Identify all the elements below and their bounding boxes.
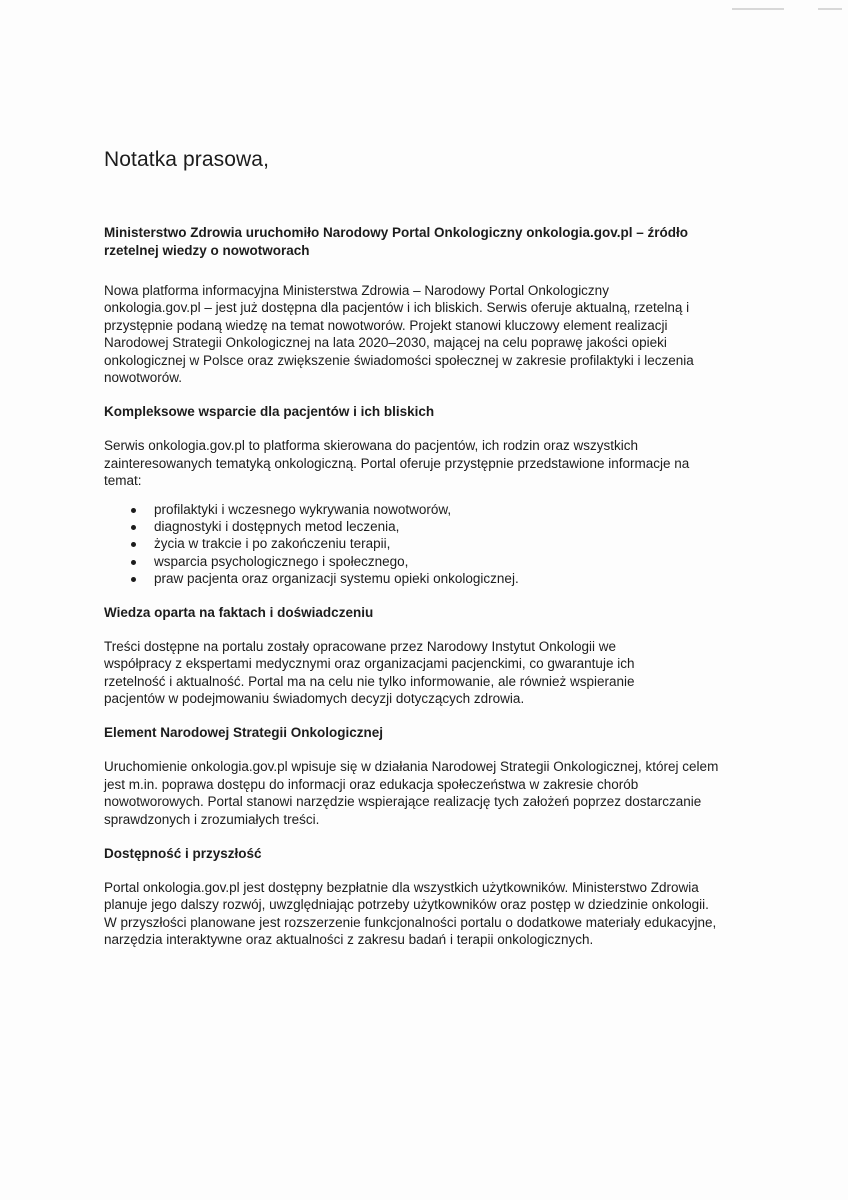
press-release-content xyxy=(104,146,744,966)
section-body-knowledge: Treści dostępne na portalu zostały opracowane przez Narodowy Instytut Onkologii we współpracy z ekspertami medycznymi oraz organizacjami pacjenckimi, co gwarantuje ich rzetelność i aktualność. Portal ma na celu nie tylko informowanie, ale również wspieranie pacjentów w podejmowaniu świadomych decyzji dotyczących zdrowia. xyxy=(104,638,635,706)
section-body-support: Serwis onkologia.gov.pl to platforma skierowana do pacjentów, ich rodzin oraz wszystkich zainteresowanych tematyką onkologiczną. Portal oferuje przystępnie przedstawione informacje na temat: xyxy=(104,438,690,489)
section-heading-strategy: Element Narodowej Strategii Onkologicznej xyxy=(104,725,384,741)
section-body-availability: Portal onkologia.gov.pl jest dostępny bezpłatnie dla wszystkich użytkowników. Ministerstwo Zdrowia planuje jego dalszy rozwój, uwzględniając potrzeby użytkowników oraz postęp w dziedzinie onkologii. W przyszłości planowane jest rozszerzenie funkcjonalności portalu o dodatkowe materiały edukacyjne, narzędzia interaktywne oraz aktualności z zakresu badań i terapii onkologicznych. xyxy=(104,879,717,948)
section-heading-availability: Dostępność i przyszłość xyxy=(104,845,262,861)
list-item: życia w trakcie i po zakończeniu terapii, xyxy=(128,535,744,552)
scan-edge-mark xyxy=(732,8,784,10)
intro-paragraph: Nowa platforma informacyjna Ministerstwa Zdrowia – Narodowy Portal Onkologiczny onkologia.gov.pl – jest już dostępna dla pacjentów i ich bliskich. Serwis oferuje aktualną, rzetelną i przystępnie podaną wiedzę na temat nowotworów. Projekt stanowi kluczowy element realizacji Narodowej Strategii Onkologicznej na lata 2020–2030, mającej na celu poprawę jakości opieki onkologicznej w Polsce oraz zwiększenie świadomości społecznej w zakresie profilaktyki i leczenia nowotworów. xyxy=(104,283,694,386)
section-body-strategy: Uruchomienie onkologia.gov.pl wpisuje się w działania Narodowej Strategii Onkologicznej, której celem jest m.in. poprawa dostępu do informacji oraz edukacja społeczeństwa w zakresie chorób nowotworowych. Portal stanowi narzędzie wspierające realizację tych założeń poprzez dostarczanie sprawdzonych i zrozumiałych treści. xyxy=(104,759,719,827)
scan-edge-mark xyxy=(818,8,842,10)
document-title: Notatka prasowa, xyxy=(104,148,270,171)
topics-list xyxy=(104,501,744,588)
section-heading-support: Kompleksowe wsparcie dla pacjentów i ich bliskich xyxy=(104,404,435,420)
section-heading-knowledge: Wiedza oparta na faktach i doświadczeniu xyxy=(104,604,374,620)
list-item: wsparcia psychologicznego i społecznego, xyxy=(128,553,744,570)
headline: Ministerstwo Zdrowia uruchomiło Narodowy Portal Onkologiczny onkologia.gov.pl – źródło rzetelnej wiedzy o nowotworach xyxy=(104,225,689,258)
list-item: praw pacjenta oraz organizacji systemu opieki onkologicznej. xyxy=(128,570,744,587)
list-item: profilaktyki i wczesnego wykrywania nowotworów, xyxy=(128,501,744,518)
list-item: diagnostyki i dostępnych metod leczenia, xyxy=(128,518,744,535)
